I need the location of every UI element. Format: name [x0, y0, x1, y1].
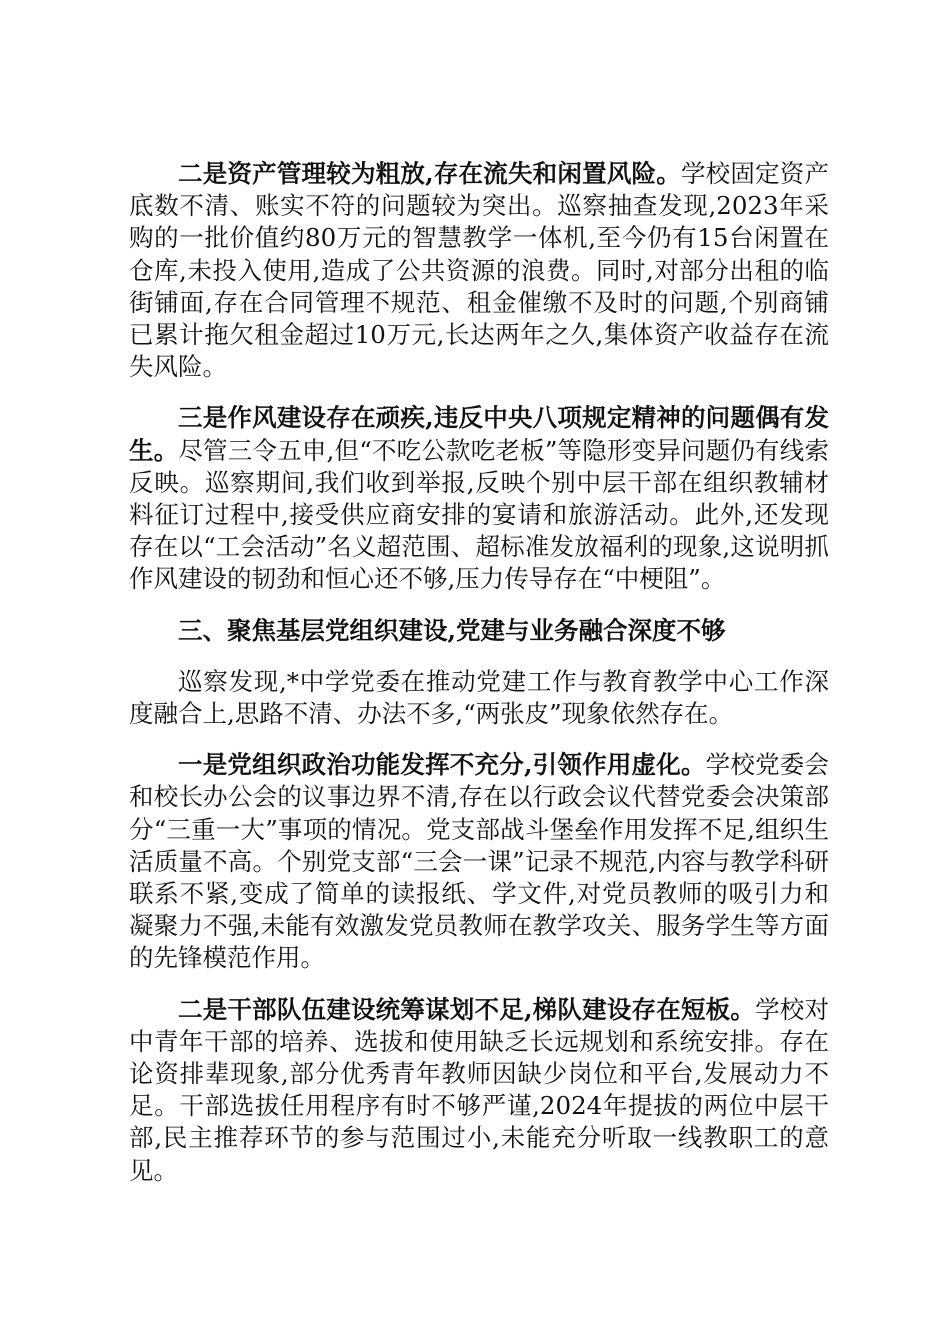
paragraph-lead: 三是作风建设存在顽疾,违反中央八项规定精神的问题偶有发生。 — [129, 403, 829, 465]
paragraph-party-function — [129, 749, 829, 974]
paragraph-intro: 巡察发现,*中学党委在推动党建工作与教育教学中心工作深度融合上,思路不清、办法不多,“两张皮”现象依然存在。 — [129, 666, 829, 729]
paragraph-cadre-team — [129, 994, 829, 1187]
paragraph-text: 学校党委会和校长办公会的议事边界不清,存在以行政会议代替党委会决策部分“三重一大”事项的情况。党支部战斗堡垒作用发挥不足,组织生活质量不高。个别党支部“三会一课”记录不规范,内容与教学科研联系不紧,变成了简单的读报纸、学文件,对党员教师的吸引力和凝聚力不强,未能有效激发党员教师在教学攻关、服务学生等方面的先锋模范作用。 — [129, 750, 829, 973]
paragraph-text: 尽管三令五申,但“不吃公款吃老板”等隐形变异问题仍有线索反映。巡察期间,我们收到举报,反映个别中层干部在组织教辅材料征订过程中,接受供应商安排的宴请和旅游活动。此外,还发现存在以“工会活动”名义超范围、超标准发放福利的现象,这说明抓作风建设的韧劲和恒心还不够,压力传导存在“中梗阻”。 — [129, 435, 829, 594]
paragraph-lead: 二是干部队伍建设统筹谋划不足,梯队建设存在短板。 — [178, 994, 756, 1024]
paragraph-text: 学校对中青年干部的培养、选拔和使用缺乏长远规划和系统安排。存在论资排辈现象,部分优秀青年教师因缺少岗位和平台,发展动力不足。干部选拔任用程序有时不够严谨,2024年提拔的两位中层干部,民主推荐环节的参与范围过小,未能充分听取一线教职工的意见。 — [129, 994, 829, 1185]
section-heading: 三、聚焦基层党组织建设,党建与业务融合深度不够 — [178, 615, 726, 645]
paragraph-lead: 一是党组织政治功能发挥不充分,引领作用虚化。 — [178, 750, 706, 780]
paragraph-work-style — [129, 402, 829, 595]
paragraph-text: 学校固定资产底数不清、账实不符的问题较为突出。巡察抽查发现,2023年采购的一批价值约80万元的智慧教学一体机,至今仍有15台闲置在仓库,未投入使用,造成了公共资源的浪费。同时,对部分出租的临街铺面,存在合同管理不规范、租金催缴不及时的问题,个别商铺已累计拖欠租金超过10万元,长达两年之久,集体资产收益存在流失风险。 — [129, 159, 830, 382]
paragraph-lead: 二是资产管理较为粗放,存在流失和闲置风险。 — [178, 159, 681, 188]
document-body — [129, 158, 829, 1206]
paragraph-asset-management — [129, 158, 829, 383]
